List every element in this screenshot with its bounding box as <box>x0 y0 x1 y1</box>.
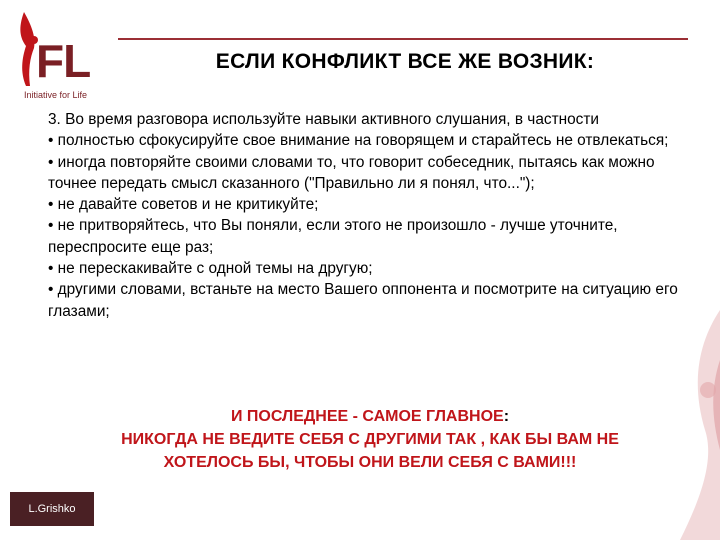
page-title: ЕСЛИ КОНФЛИКТ ВСЕ ЖЕ ВОЗНИК: <box>215 50 595 73</box>
body-line: • не притворяйтесь, что Вы поняли, если этого не произошло - лучше уточните, переспросите еще раз; <box>48 217 618 256</box>
body-line: 3. Во время разговора используйте навыки активного слушания, в частности <box>48 111 600 128</box>
body-line: • не перескакивайте с одной темы на другую; <box>48 260 373 278</box>
body-line: • не давайте советов и не критикуйте; <box>48 196 319 214</box>
conclusion-colon: : <box>503 408 510 425</box>
body-line: • полностью сфокусируйте свое внимание на говорящем и старайтесь не отвлекаться; <box>48 132 669 150</box>
logo-text: FL <box>36 35 91 87</box>
body-text <box>48 109 688 322</box>
conclusion-line-1 <box>60 405 680 428</box>
logo <box>8 8 108 108</box>
logo-tagline: Initiative for Life <box>24 90 88 100</box>
author-badge: L.Grishko <box>10 492 94 526</box>
conclusion-line-2: НИКОГДА НЕ ВЕДИТЕ СЕБЯ С ДРУГИМИ ТАК , КАК БЫ ВАМ НЕ <box>121 431 619 448</box>
conclusion-heading: И ПОСЛЕДНЕЕ - САМОЕ ГЛАВНОЕ <box>230 408 504 425</box>
conclusion <box>60 405 680 474</box>
title-divider <box>118 38 688 40</box>
body-line: • иногда повторяйте своими словами то, что говорит собеседник, пытаясь как можно точнее передать смысл сказанного ("Правильно ли я понял, что..."); <box>48 153 655 192</box>
body-line: • другими словами, встаньте на место Вашего оппонента и посмотрите на ситуацию его глазами; <box>48 281 678 320</box>
conclusion-line-3: ХОТЕЛОСЬ БЫ, ЧТОБЫ ОНИ ВЕЛИ СЕБЯ С ВАМИ!!! <box>163 454 577 471</box>
